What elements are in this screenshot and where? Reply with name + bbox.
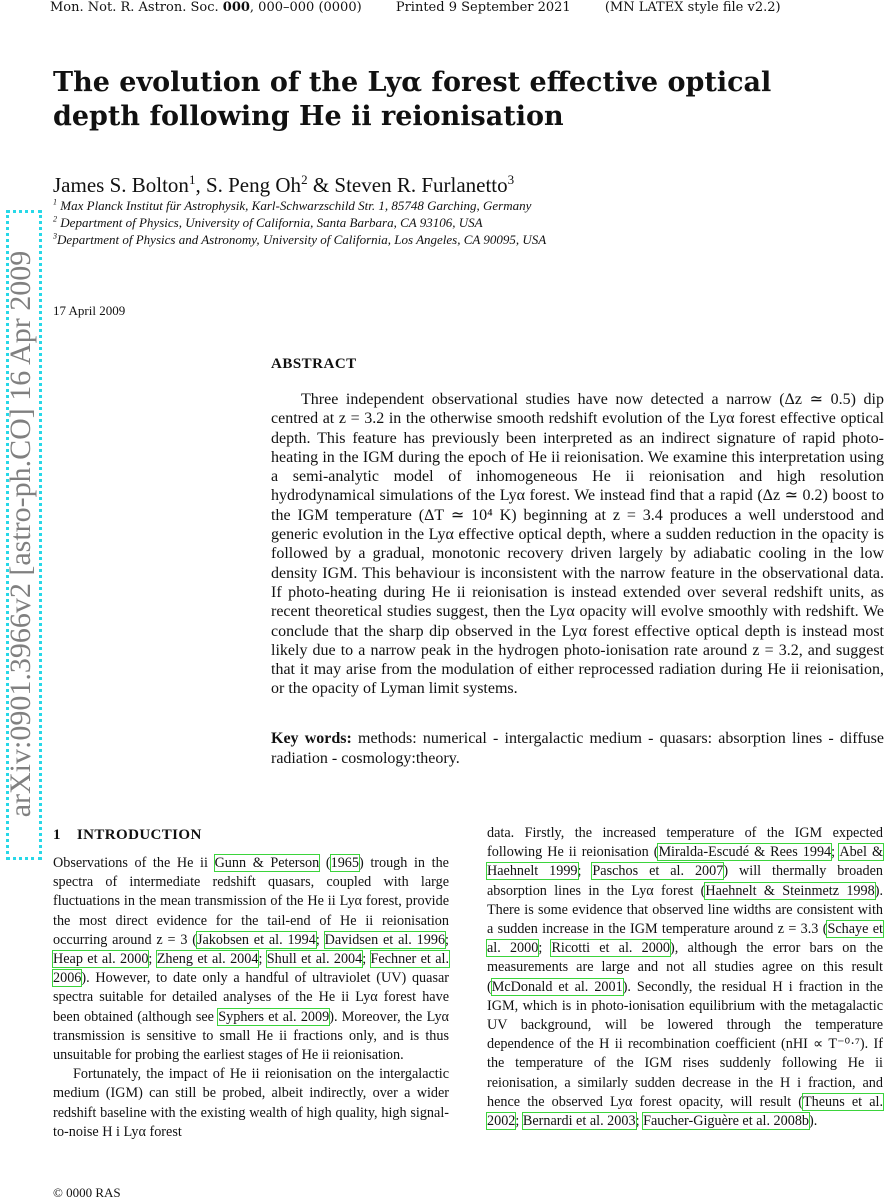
keywords-label: Key words:: [271, 730, 352, 747]
citation-link[interactable]: Bernardi et al. 2003: [522, 1113, 636, 1130]
abstract-heading: ABSTRACT: [271, 356, 357, 372]
author-list: [53, 173, 514, 198]
received-date: 17 April 2009: [53, 303, 126, 318]
citation-link[interactable]: Heap et al. 2000: [53, 951, 149, 968]
citation-link[interactable]: Schaye et al. 2000: [487, 921, 883, 957]
intro-paragraph-2: Fortunately, the impact of He ii reionisation on the intergalactic medium (IGM) can still be probed, albeit indirectly, over a wider redshift baseline with the existing wealth of high quality, high signal-to-noise H i Lyα forest: [53, 1066, 449, 1140]
citation-link[interactable]: Shull et al. 2004: [266, 951, 363, 968]
citation-link[interactable]: Fechner et al. 2006: [53, 951, 449, 987]
author-oh: , S. Peng Oh: [195, 173, 302, 197]
citation-link[interactable]: Ricotti et al. 2000: [551, 940, 670, 957]
citation-link[interactable]: Miralda-Escudé & Rees 1994: [658, 844, 832, 861]
citation-link[interactable]: 1965: [330, 855, 359, 871]
citation-link[interactable]: Paschos et al. 2007: [592, 863, 724, 880]
printed-date: Printed 9 September 2021: [395, 0, 571, 15]
left-column: [53, 854, 449, 1142]
citation-link[interactable]: McDonald et al. 2001: [491, 978, 623, 995]
paper-title: The evolution of the Lyα forest effective optical depth following He ii reionisation: [53, 67, 772, 132]
intro-paragraph-1: Observations of the He ii Gunn & Peterson (1965) trough in the spectra of intermediate redshift quasars, coupled with large fluctuations in the mean transmission of the He ii Lyα forest, provide the most direct evidence for the tail-end of He ii reionisation occurring around z = 3 (Jakobsen et al. 1994; Davidsen et al. 1996; Heap et al. 2000; Zheng et al. 2004; Shull et al. 2004; Fechner et al. 2006). However, to date only a handful of ultraviolet (UV) quasar spectra suitable for detailed analyses of the He ii Lyα forest have been obtained (although see Syphers et al. 2009). Moreover, the Lyα transmission is sensitive to small He ii fractions only, and is thus unsuitable for probing the earliest stages of He ii reionisation.: [53, 855, 449, 1064]
citation-link[interactable]: Haehnelt & Steinmetz 1998: [705, 882, 875, 899]
affiliation-2: $^2$ Department of Physics, University of California, Santa Barbara, CA 93106, USA: [53, 214, 483, 230]
citation-link[interactable]: Zheng et al. 2004: [156, 951, 259, 968]
arxiv-identifier[interactable]: arXiv:0901.3966v2 [astro-ph.CO] 16 Apr 2009: [4, 250, 37, 818]
running-header: [50, 0, 840, 15]
section-heading-introduction: 1 INTRODUCTION: [53, 827, 202, 843]
keywords-text: methods: numerical - intergalactic medium - quasars: absorption lines - diffuse radiation - cosmology:theory.: [271, 730, 884, 767]
citation-link[interactable]: Faucher-Giguère et al. 2008b: [643, 1113, 810, 1130]
citation-link[interactable]: Jakobsen et al. 1994: [196, 931, 316, 948]
style-file: (MN LATEX style file v2.2): [604, 0, 781, 15]
affil-mark: 3: [507, 172, 515, 187]
citation-link[interactable]: Gunn & Peterson: [214, 855, 320, 871]
abstract-text: Three independent observational studies have now detected a narrow (Δz ≃ 0.5) dip centred at z = 3.2 in the otherwise smooth redshift evolution of the Lyα forest effective optical depth. This feature has previously been interpreted as an indirect signature of rapid photo-heating in the IGM during the epoch of He ii reionisation. We examine this interpretation using a semi-analytic model of inhomogeneous He ii reionisation and high resolution hydrodynamical simulations of the Lyα forest. We instead find that a rapid (Δz ≃ 0.2) boost to the IGM temperature (ΔT ≃ 10⁴ K) beginning at z = 3.4 produces a well understood and generic evolution in the Lyα effective optical depth, where a sudden reduction in the opacity is followed by a gradual, monotonic recovery driven largely by adiabatic cooling in the low density IGM. This behaviour is inconsistent with the narrow feature in the observational data. If photo-heating during He ii reionisation is instead extended over several redshift units, as recent theoretical studies suggest, then the Lyα opacity will evolve smoothly with redshift. We conclude that the sharp dip observed in the Lyα forest effective optical depth is instead most likely due to a narrow peak in the hydrogen photo-ionisation rate around z = 3.2, and suggest that it may arise from the modulation of either reprocessed radiation during He ii reionisation, or the opacity of Lyman limit systems.: [271, 391, 884, 698]
citation-link[interactable]: Syphers et al. 2009: [218, 1008, 330, 1025]
citation-link[interactable]: Theuns et al. 2002: [487, 1093, 883, 1130]
intro-paragraph-2-continued: data. Firstly, the increased temperature of the IGM expected following He ii reionisation (Miralda-Escudé & Rees 1994; Abel & Haehnelt 1999; Paschos et al. 2007) will thermally broaden absorption lines in the Lyα forest (Haehnelt & Steinmetz 1998). There is some evidence that observed line widths are consistent with a sudden increase in the IGM temperature around z = 3.3 (Schaye et al. 2000; Ricotti et al. 2000), although the error bars on the measurements are large and not all studies agree on this result (McDonald et al. 2001). Secondly, the residual H i fraction in the IGM, which is in photo-ionisation equilibrium with the metagalactic UV background, will be lowered through the temperature dependence of the H ii recombination coefficient (nHI ∝ T⁻⁰·⁷). If the temperature of the IGM rises suddenly following He ii reionisation, a similarly sudden decrease in the H i fraction, and hence the observed Lyα forest opacity, will result (Theuns et al. 2002; Bernardi et al. 2003; Faucher-Giguère et al. 2008b).: [487, 825, 884, 1130]
affiliation-1: $^1$ Max Planck Institut für Astrophysik, Karl-Schwarzschild Str. 1, 85748 Garching, Germany: [53, 197, 532, 213]
copyright-footer: © 0000 RAS: [53, 1185, 121, 1200]
affil-mark: 1: [188, 172, 196, 187]
citation-link[interactable]: Davidsen et al. 1996: [324, 931, 446, 948]
author-furlanetto: & Steven R. Furlanetto: [307, 173, 508, 197]
journal-citation: Mon. Not. R. Astron. Soc. 000, 000–000 (0000): [50, 0, 362, 15]
keywords: [271, 729, 884, 768]
author-bolton: James S. Bolton: [53, 173, 189, 197]
affil-mark: 2: [301, 172, 308, 187]
affiliation-3: $^3$Department of Physics and Astronomy, University of California, Los Angeles, CA 90095, USA: [53, 231, 547, 247]
right-column: [487, 824, 883, 1131]
citation-link[interactable]: Abel & Haehnelt 1999: [487, 844, 883, 880]
